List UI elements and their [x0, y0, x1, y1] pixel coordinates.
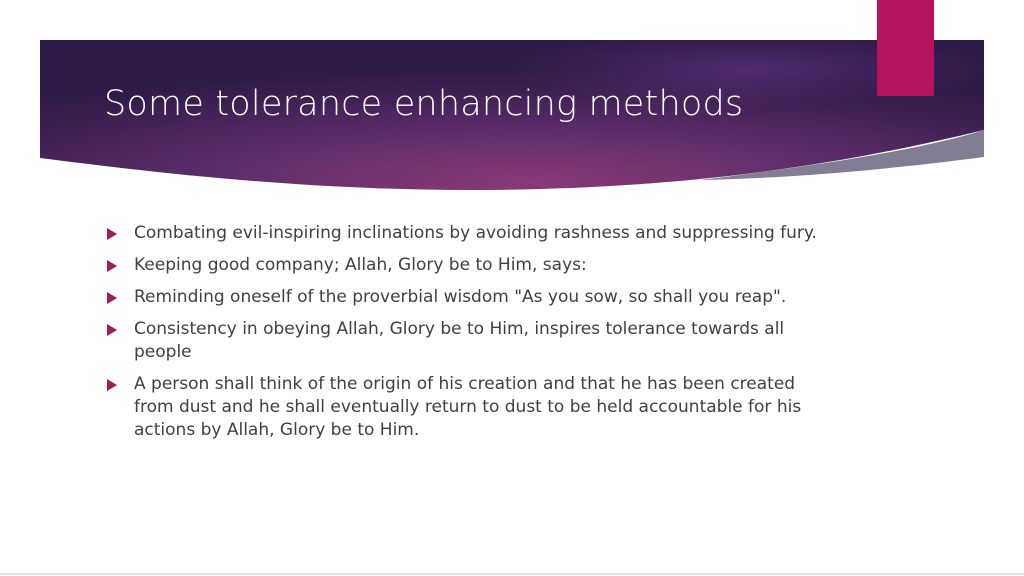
accent-tab [877, 0, 934, 96]
bullet-text: Keeping good company; Allah, Glory be to Him, says: [134, 255, 587, 275]
triangle-right-icon [106, 286, 134, 309]
triangle-right-icon [106, 318, 134, 341]
bullet-list [106, 222, 826, 451]
bullet-item [106, 286, 826, 309]
bullet-item [106, 373, 826, 442]
slide-title: Some tolerance enhancing methods [104, 84, 744, 124]
bullet-text: Consistency in obeying Allah, Glory be to Him, inspires tolerance towards all people [134, 319, 785, 362]
triangle-right-icon [106, 373, 134, 396]
bullet-text: A person shall think of the origin of his creation and that he has been created from dust and he shall eventually return to dust to be held accountable for his actions by Allah, Glory be to Him. [134, 374, 802, 440]
bullet-item [106, 222, 826, 245]
triangle-right-icon [106, 254, 134, 277]
bullet-item [106, 318, 826, 364]
bottom-divider [0, 573, 1024, 575]
bullet-item [106, 254, 826, 277]
bullet-text: Combating evil-inspiring inclinations by avoiding rashness and suppressing fury. [134, 223, 817, 243]
triangle-right-icon [106, 222, 134, 245]
bullet-text: Reminding oneself of the proverbial wisdom "As you sow, so shall you reap". [134, 287, 787, 307]
